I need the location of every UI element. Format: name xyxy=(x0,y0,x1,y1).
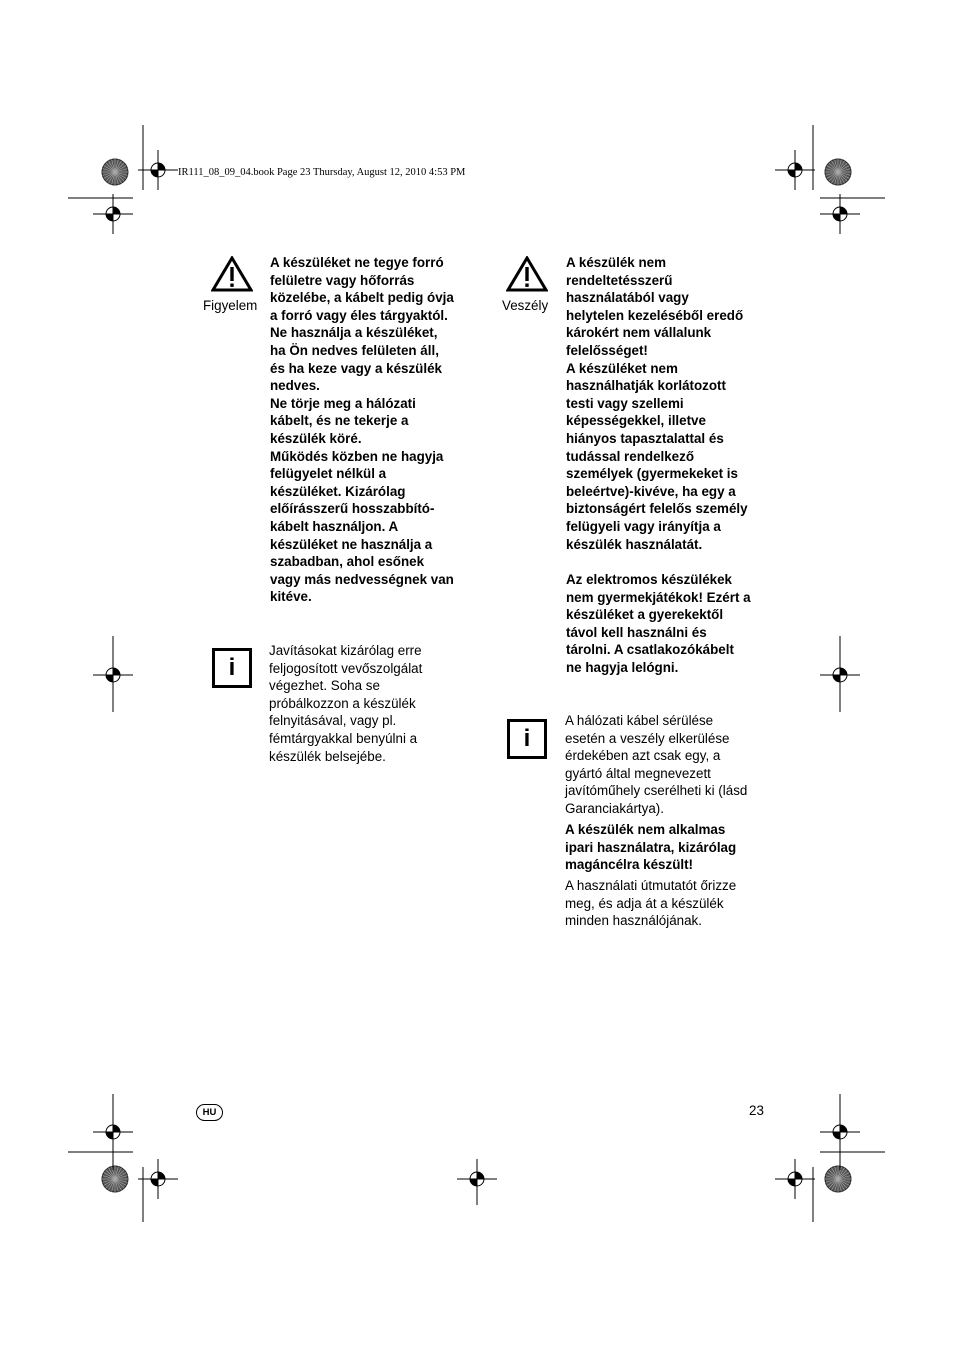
info-text: A hálózati kábel sérülése esetén a veszély elkerülése érdekében azt csak egy, a gyártó által megnevezett javítóműhely cserélheti ki (lásd Garanciakártya). xyxy=(565,713,748,816)
language-badge: HU xyxy=(196,1104,223,1121)
danger-text: A készülék nem rendeltetésszerű használatából vagy helytelen kezeléséből eredő károkért nem vállalunk felelősséget! A készüléket nem használhatják korlátozott testi vagy szellemi képességekkel, illetve hiányos tapasztalattal és tudással rendelkező személyek (gyermekeket is beleértve)-kivéve, ha egy a biztonságért felelős személy felügyeli vagy irányítja a készülék használatát. xyxy=(566,255,748,552)
danger-triangle-icon xyxy=(506,256,548,292)
info-icon: i xyxy=(507,719,547,759)
info-bold-text: A készülék nem alkalmas ipari használatra, kizárólag magáncélra készült! xyxy=(565,822,737,873)
info-text: Javításokat kizárólag erre feljogosított vevőszolgálat végezhet. Soha se próbálkozzon a készülék felnyitásával, vagy pl. fémtárgyakkal benyúlni a készülék belsejébe. xyxy=(269,643,423,764)
print-header: IR111_08_09_04.book Page 23 Thursday, August 12, 2010 4:53 PM xyxy=(178,167,466,178)
danger-text-children: Az elektromos készülékek nem gyermekjátékok! Ezért a készüléket a gyerekektől távol kell használni és tárolni. A csatlakozókábelt ne hagyja lelógni. xyxy=(566,572,751,675)
warning-triangle-icon xyxy=(211,256,253,292)
info-icon: i xyxy=(212,648,252,688)
info-text-keep-manual: A használati útmutatót őrizze meg, és adja át a készülék minden használójának. xyxy=(565,878,737,929)
danger-label: Veszély xyxy=(502,298,549,313)
page-number: 23 xyxy=(749,1103,764,1118)
warning-text: A készüléket ne tegye forró felületre vagy hőforrás közelébe, a kábelt pedig óvja a forró vagy éles tárgyaktól. Ne használja a készüléket, ha Ön nedves felületen áll, és ha keze vagy a készülék nedves. Ne törje meg a hálózati kábelt, és ne tekerje a készülék köré. Működés közben ne hagyja felügyelet nélkül a készüléket. Kizárólag előírásszerű hosszabbító- kábelt használjon. A készüléket ne használja a szabadban, ahol esőnek vagy más nedvességnek van kitéve. xyxy=(270,255,454,605)
warning-label: Figyelem xyxy=(203,298,258,313)
